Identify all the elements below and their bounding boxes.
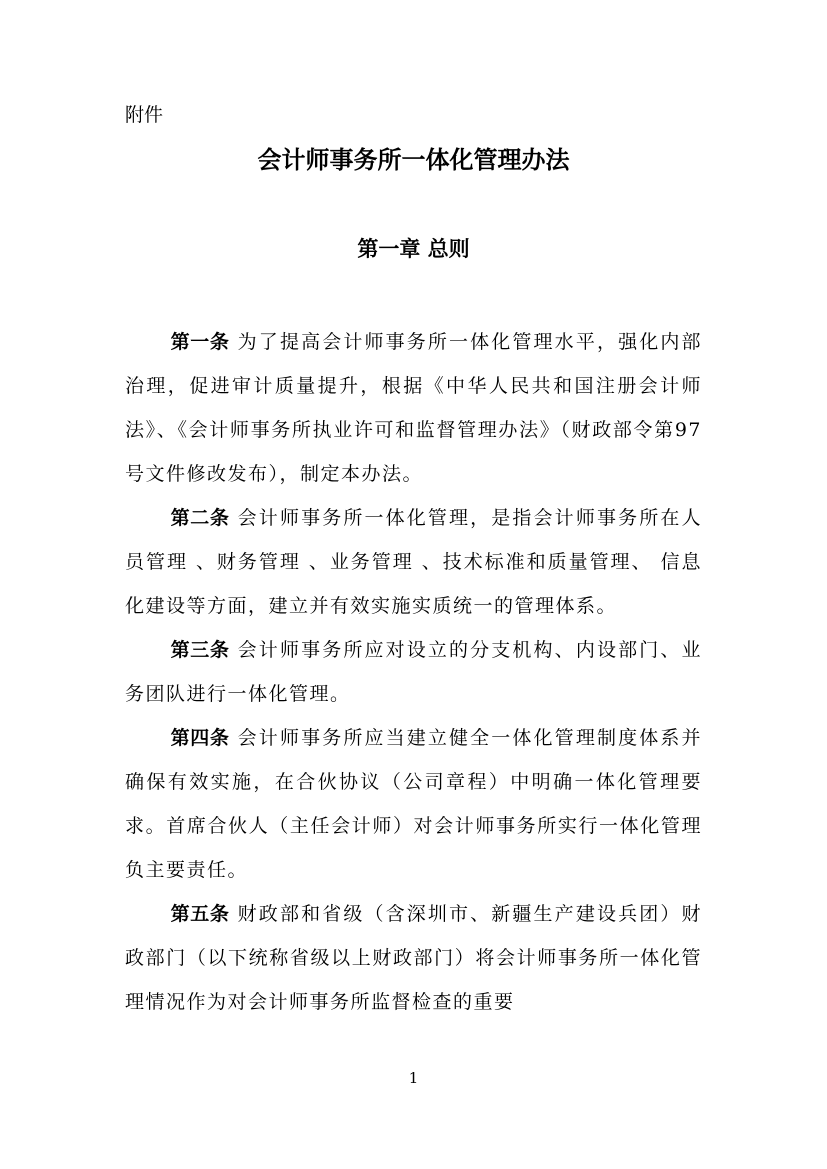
article-text: 会计师事务所应对设立的分支机构、内设部门、业务团队进行一体化管理。 xyxy=(125,639,702,705)
article-number: 第三条 xyxy=(170,639,230,661)
article-number: 第四条 xyxy=(170,727,230,749)
document-title: 会计师事务所一体化管理办法 xyxy=(257,145,570,174)
article-1 xyxy=(125,320,702,496)
article-number: 第五条 xyxy=(170,903,230,925)
page-number: 1 xyxy=(408,1069,419,1087)
document-body xyxy=(125,320,702,1024)
article-text: 财政部和省级（含深圳市、新疆生产建设兵团）财政部门（以下统称省级以上财政部门）将会计师事务所一体化管理情况作为对会计师事务所监督检查的重要 xyxy=(125,903,702,1013)
article-3 xyxy=(125,628,702,716)
article-text: 为了提高会计师事务所一体化管理水平，强化内部治理，促进审计质量提升，根据《中华人民共和国注册会计师法》、《会计师事务所执业许可和监督管理办法》（财政部令第97号文件修改发布），制定本办法。 xyxy=(125,331,702,485)
article-4 xyxy=(125,716,702,892)
attachment-label: 附件 xyxy=(125,104,164,126)
chapter-title: 第一章 总则 xyxy=(357,236,470,261)
article-text: 会计师事务所应当建立健全一体化管理制度体系并确保有效实施，在合伙协议（公司章程）中明确一体化管理要求。首席合伙人（主任会计师）对会计师事务所实行一体化管理负主要责任。 xyxy=(125,727,702,881)
article-5 xyxy=(125,892,702,1024)
article-2 xyxy=(125,496,702,628)
article-number: 第一条 xyxy=(170,331,230,353)
article-number: 第二条 xyxy=(170,507,230,529)
article-text: 会计师事务所一体化管理，是指会计师事务所在人员管理 、财务管理 、业务管理 、技术标准和质量管理、 信息化建设等方面，建立并有效实施实质统一的管理体系。 xyxy=(125,507,702,617)
